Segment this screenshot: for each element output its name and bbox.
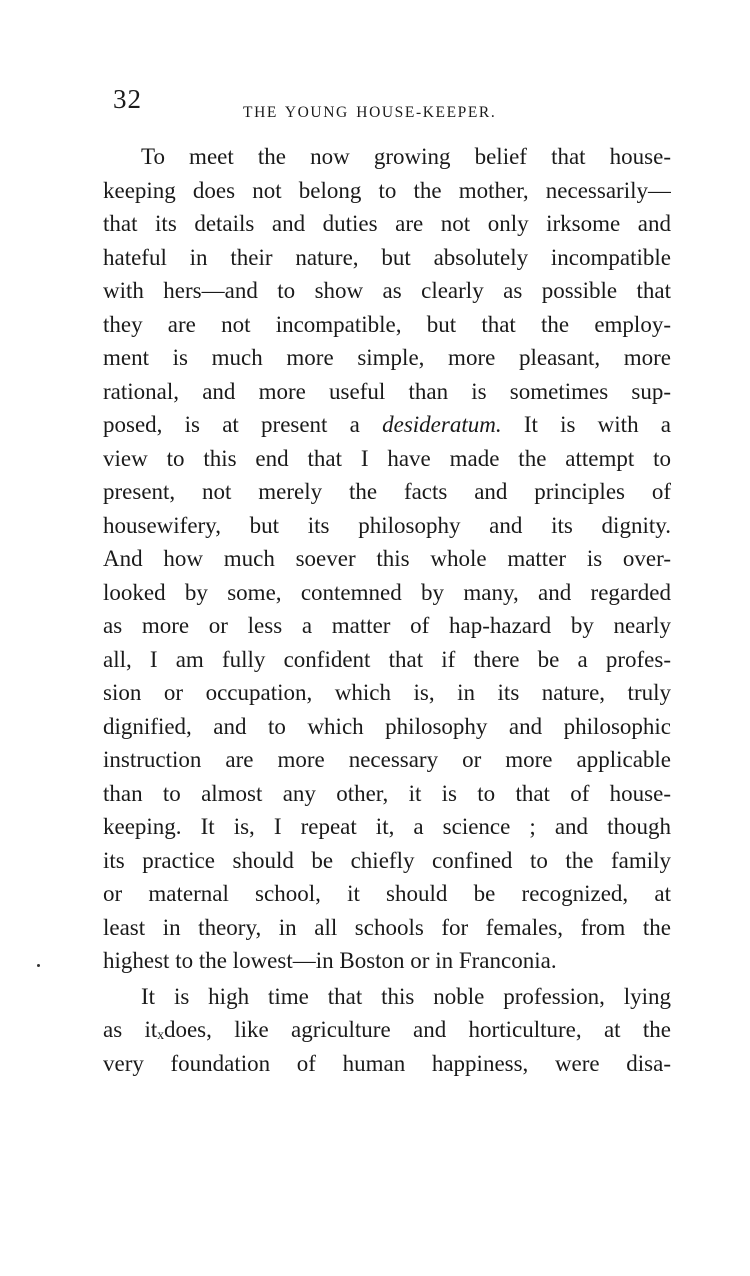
text-line: To meet the now growing belief that house-: [141, 144, 671, 169]
text-line: It is high time that this noble profession, lying: [141, 983, 671, 1009]
text-line: looked by some, contemned by many, and regarded: [103, 579, 671, 605]
text-line: keeping. It is, I repeat it, a science ; and though: [103, 814, 671, 839]
text-line: least in theory, in all schools for females, from the: [103, 914, 671, 940]
text-line: highest to the lowest—in Boston or in Franconia.: [103, 948, 557, 973]
text-line: dignified, and to which philosophy and philosophic: [103, 713, 671, 739]
running-title: THE YOUNG HOUSE-KEEPER.: [243, 104, 497, 121]
text-line: And how much soever this whole matter is over-: [103, 546, 671, 571]
text-line: as itₓdoes, like agriculture and horticulture, at the: [103, 1017, 671, 1042]
text-line: than to almost any other, it is to that of house-: [103, 780, 671, 806]
text-line: very foundation of human happiness, were disa-: [103, 1050, 671, 1076]
text-line: its practice should be chiefly confined to the family: [103, 847, 671, 873]
text-line: keeping does not belong to the mother, necessarily—: [103, 177, 671, 203]
text-line: all, I am fully confident that if there be a profes-: [103, 646, 671, 672]
stray-ink-mark: [37, 964, 40, 967]
text-fragment: posed, is at present a: [103, 412, 360, 437]
text-line: that its details and duties are not only irksome and: [103, 211, 671, 236]
text-line: hateful in their nature, but absolutely incompatible: [103, 244, 671, 270]
text-line: or maternal school, it should be recognized, at: [103, 881, 671, 906]
italic-term: desideratum.: [382, 412, 502, 437]
text-line: ment is much more simple, more pleasant, more: [103, 345, 671, 370]
text-line: present, not merely the facts and principles of: [103, 479, 671, 504]
text-line: view to this end that I have made the attempt to: [103, 445, 671, 471]
text-fragment: It is with a: [523, 412, 671, 437]
text-line: with hers—and to show as clearly as possible that: [103, 278, 671, 303]
text-line: housewifery, but its philosophy and its dignity.: [103, 512, 671, 538]
text-line: rational, and more useful than is sometimes sup-: [103, 378, 671, 404]
text-line: as more or less a matter of hap-hazard by nearly: [103, 613, 671, 638]
text-line-with-italic: [103, 408, 671, 442]
text-line: sion or occupation, which is, in its nature, truly: [103, 680, 671, 705]
text-line: instruction are more necessary or more applicable: [103, 747, 671, 772]
text-line: they are not incompatible, but that the employ-: [103, 311, 671, 337]
body-text: [103, 140, 671, 1080]
page-number: 32: [113, 84, 142, 114]
